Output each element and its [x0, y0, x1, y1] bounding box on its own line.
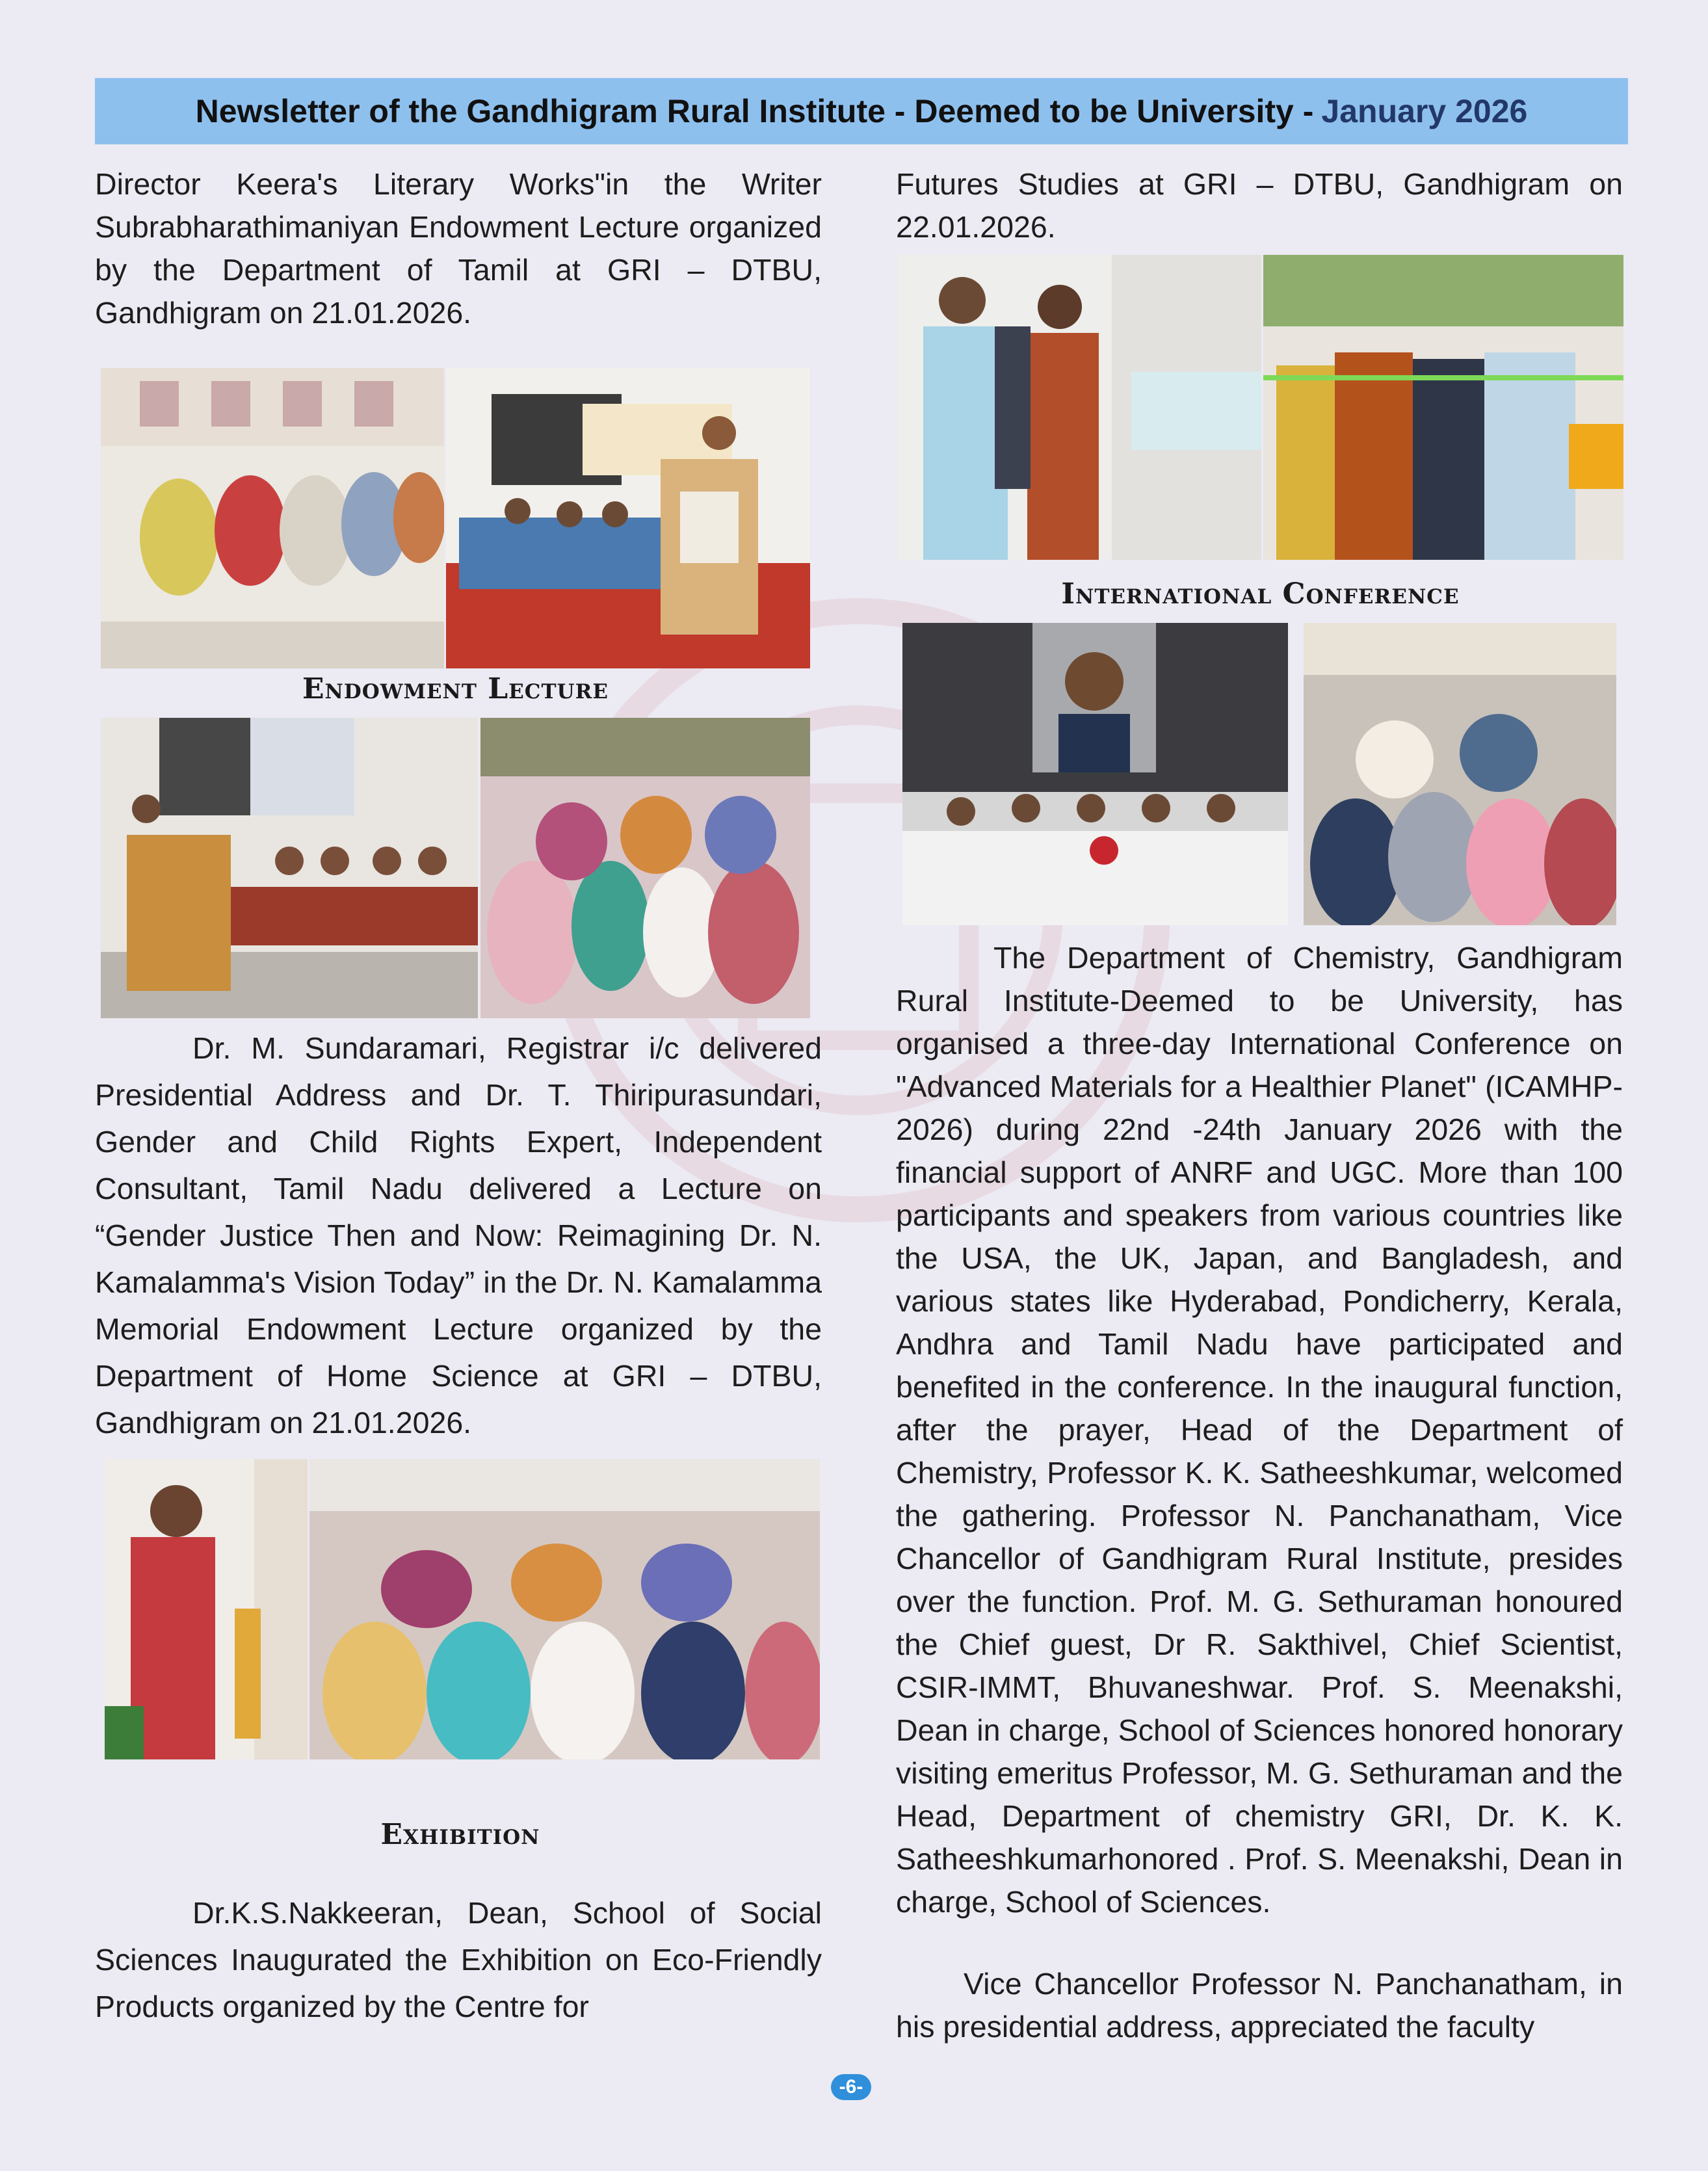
heading-endowment-lecture: Endowment Lecture	[302, 672, 609, 705]
newsletter-title: Newsletter of the Gandhigram Rural Institute - Deemed to be University -	[195, 93, 1314, 129]
photo-lecturer-speaking	[105, 1459, 308, 1759]
page-number-badge: -6-	[831, 2074, 871, 2100]
photo-endowment-audience	[480, 718, 810, 1018]
right-paragraph-2: The Department of Chemistry, Gandhigram Rural Institute-Deemed to be University, has organised a three-day International Conference on "Advanced Materials for a Healthier Planet" (ICAMHP-2026) during 22nd -24th January 2026 with the financial support of ANRF and UGC. More than 100 participants and speakers from various countries like the USA, the UK, Japan, and Bangladesh, and various states like Hyderabad, Pondicherry, Kerala, Andhra and Tamil Nadu have participated and benefited in the conference. In the inaugural function, after the prayer, Head of the Department of Chemistry, Professor K. K. Satheeshkumar, welcomed the gathering. Professor N. Panchanatham, Vice Chancellor of Gandhigram Rural Institute, presides over the function. Prof. M. G. Sethuraman honoured the Chief guest, Dr R. Sakthivel, Chief Scientist, CSIR-IMMT, Bhuvaneshwar. Prof. S. Meenakshi, Dean in charge, School of Sciences honored honorary visiting emeritus Professor, M. G. Sethuraman and the Head, Department of chemistry GRI, Dr. K. K. Satheeshkumarhonored . Prof. S. Meenakshi, Dean in charge, School of Sciences.	[896, 941, 1623, 1919]
left-paragraph-1: Director Keera's Literary Works"in the Writer Subrabharathimaniyan Endowment Lecture organized by the Department of Tamil at GRI – DTBU, Gandhigram on 21.01.2026.	[95, 167, 822, 330]
photo-conference-dais	[902, 623, 1288, 925]
photo-endowment-stage	[101, 718, 478, 1018]
left-paragraph-2: Dr. M. Sundaramari, Registrar i/c delivered Presidential Address and Dr. T. Thiripurasundari, Gender and Child Rights Expert, Independent Consultant, Tamil Nadu delivered a Lecture on “Gender Justice Then and Now: Reimagining Dr. N. Kamalamma's Vision Today” in the Dr. N. Kamalamma Memorial Endowment Lecture organized by the Department of Home Science at GRI – DTBU, Gandhigram on 21.01.2026.	[95, 1031, 822, 1440]
photo-lecture-audience	[309, 1459, 820, 1759]
photo-exhibition-lamp	[897, 255, 1261, 560]
left-paragraph-3: Dr.K.S.Nakkeeran, Dean, School of Social Sciences Inaugurated the Exhibition on Eco-Friendly Products organized by the Centre for	[95, 1896, 822, 2023]
photo-tamil-audience	[101, 368, 444, 668]
newsletter-date: January 2026	[1321, 93, 1528, 129]
photo-exhibition-ribbon	[1263, 255, 1623, 560]
photo-conference-audience	[1304, 623, 1616, 925]
right-paragraph-3: Vice Chancellor Professor N. Panchanatham, in his presidential address, appreciated the faculty	[896, 1967, 1623, 2044]
heading-exhibition: Exhibition	[380, 1818, 540, 1851]
right-paragraph-1: Futures Studies at GRI – DTBU, Gandhigram on 22.01.2026.	[896, 167, 1623, 244]
newsletter-banner	[95, 78, 1628, 144]
heading-international-conference: International Conference	[1061, 577, 1460, 611]
photo-tamil-dais	[446, 368, 810, 668]
